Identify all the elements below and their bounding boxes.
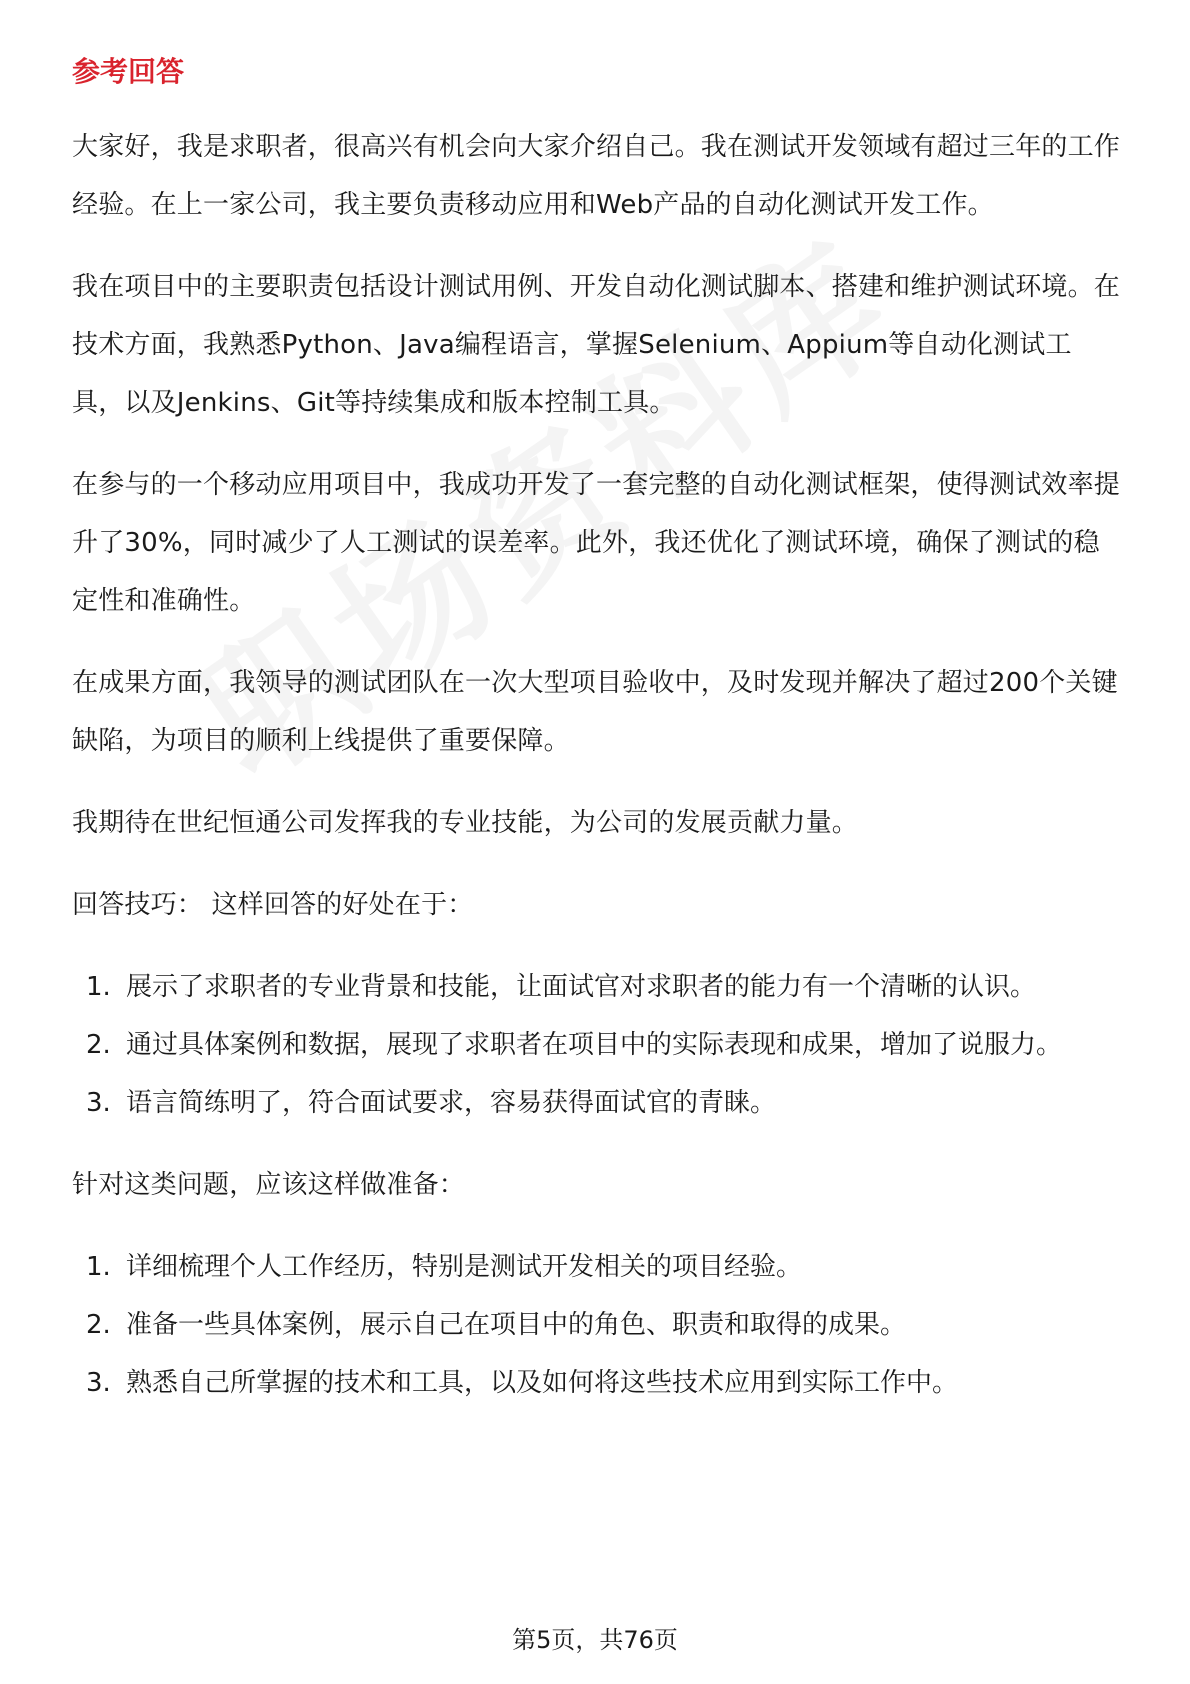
list-item-text: 展示了求职者的专业背景和技能，让面试官对求职者的能力有一个清晰的认识。: [126, 972, 1037, 1002]
list-item-text: 详细梳理个人工作经历，特别是测试开发相关的项目经验。: [126, 1252, 803, 1282]
list-item-number: 2.: [86, 1310, 111, 1340]
list-item-text: 熟悉自己所掌握的技术和工具，以及如何将这些技术应用到实际工作中。: [126, 1368, 959, 1398]
paragraph-achievements: 在成果方面，我领导的测试团队在一次大型项目验收中，及时发现并解决了超过200个关键缺陷，为项目的顺利上线提供了重要保障。: [72, 668, 1118, 756]
tips-intro: 回答技巧： 这样回答的好处在于：: [72, 890, 474, 920]
list-item: [72, 1238, 1122, 1296]
list-item-number: 3.: [86, 1088, 111, 1118]
list-item: [72, 1354, 1122, 1412]
list-item-number: 3.: [86, 1368, 111, 1398]
section-heading: 参考回答: [72, 55, 185, 88]
tips-list: [72, 958, 1122, 1132]
list-item: [72, 958, 1122, 1016]
list-item-text: 准备一些具体案例，展示自己在项目中的角色、职责和取得的成果。: [126, 1310, 907, 1340]
list-item-number: 2.: [86, 1030, 111, 1060]
page-content: [72, 44, 1122, 1436]
paragraph-responsibilities: 我在项目中的主要职责包括设计测试用例、开发自动化测试脚本、搭建和维护测试环境。在技术方面，我熟悉Python、Java编程语言，掌握Selenium、Appium等自动化测试工具，以及Jenkins、Git等持续集成和版本控制工具。: [72, 272, 1121, 418]
prep-list: [72, 1238, 1122, 1412]
list-item-number: 1.: [86, 1252, 111, 1282]
list-item-text: 语言简练明了，符合面试要求，容易获得面试官的青睐。: [126, 1088, 777, 1118]
paragraph-project: 在参与的一个移动应用项目中，我成功开发了一套完整的自动化测试框架，使得测试效率提升了30%，同时减少了人工测试的误差率。此外，我还优化了测试环境，确保了测试的稳定性和准确性。: [72, 470, 1121, 616]
list-item-text: 通过具体案例和数据，展现了求职者在项目中的实际表现和成果，增加了说服力。: [126, 1030, 1063, 1060]
paragraph-intro: 大家好，我是求职者，很高兴有机会向大家介绍自己。我在测试开发领域有超过三年的工作经验。在上一家公司，我主要负责移动应用和Web产品的自动化测试开发工作。: [72, 132, 1121, 220]
page-footer: 第5页，共76页: [512, 1626, 678, 1654]
list-item: [72, 1074, 1122, 1132]
list-item-number: 1.: [86, 972, 111, 1002]
paragraph-closing: 我期待在世纪恒通公司发挥我的专业技能，为公司的发展贡献力量。: [72, 808, 859, 838]
prep-intro: 针对这类问题，应该这样做准备：: [72, 1170, 466, 1200]
list-item: [72, 1296, 1122, 1354]
list-item: [72, 1016, 1122, 1074]
